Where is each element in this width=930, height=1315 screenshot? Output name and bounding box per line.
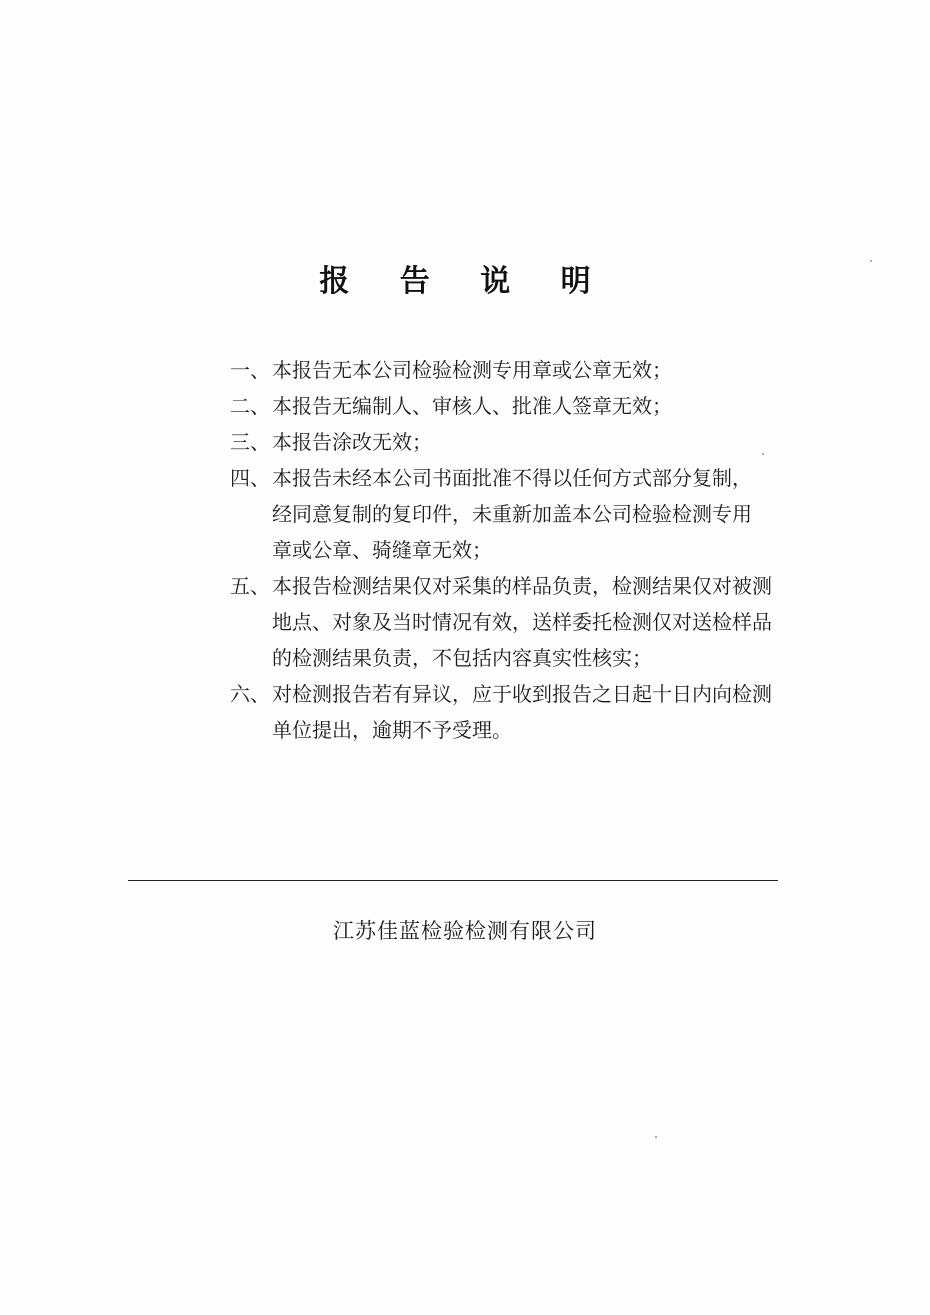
note-line: 本报告涂改无效； bbox=[272, 430, 432, 454]
note-number: 一、 bbox=[230, 358, 270, 382]
note-text bbox=[272, 676, 830, 748]
note-text bbox=[272, 388, 830, 424]
scan-speck bbox=[870, 260, 872, 262]
note-item bbox=[230, 460, 830, 568]
note-line: 本报告检测结果仅对采集的样品负责，检测结果仅对被测 bbox=[272, 574, 772, 598]
note-line: 章或公章、骑缝章无效； bbox=[272, 538, 492, 562]
notes-list bbox=[230, 352, 830, 748]
note-line: 经同意复制的复印件，未重新加盖本公司检验检测专用 bbox=[272, 502, 752, 526]
note-item bbox=[230, 388, 830, 424]
note-line: 对检测报告若有异议，应于收到报告之日起十日内向检测 bbox=[272, 682, 772, 706]
note-number: 四、 bbox=[230, 466, 270, 490]
note-text bbox=[272, 460, 830, 568]
note-item bbox=[230, 676, 830, 748]
note-line: 本报告未经本公司书面批准不得以任何方式部分复制， bbox=[272, 466, 752, 490]
note-line: 地点、对象及当时情况有效，送样委托检测仅对送检样品 bbox=[272, 610, 772, 634]
note-number: 三、 bbox=[230, 430, 270, 454]
footer-divider bbox=[128, 880, 778, 881]
company-name: 江苏佳蓝检验检测有限公司 bbox=[333, 919, 597, 943]
note-number: 二、 bbox=[230, 394, 270, 418]
note-text bbox=[272, 424, 830, 460]
note-line: 的检测结果负责，不包括内容真实性核实； bbox=[272, 646, 652, 670]
note-number: 六、 bbox=[230, 682, 270, 706]
note-item bbox=[230, 424, 830, 460]
note-line: 单位提出，逾期不予受理。 bbox=[272, 718, 512, 742]
note-item bbox=[230, 352, 830, 388]
note-text bbox=[272, 568, 830, 676]
note-line: 本报告无编制人、审核人、批准人签章无效； bbox=[272, 394, 672, 418]
scan-speck bbox=[762, 453, 764, 455]
page-title: 报 告 说 明 bbox=[319, 264, 611, 299]
note-line: 本报告无本公司检验检测专用章或公章无效； bbox=[272, 358, 672, 382]
scan-speck bbox=[655, 1136, 657, 1138]
note-number: 五、 bbox=[230, 574, 270, 598]
note-text bbox=[272, 352, 830, 388]
note-item bbox=[230, 568, 830, 676]
